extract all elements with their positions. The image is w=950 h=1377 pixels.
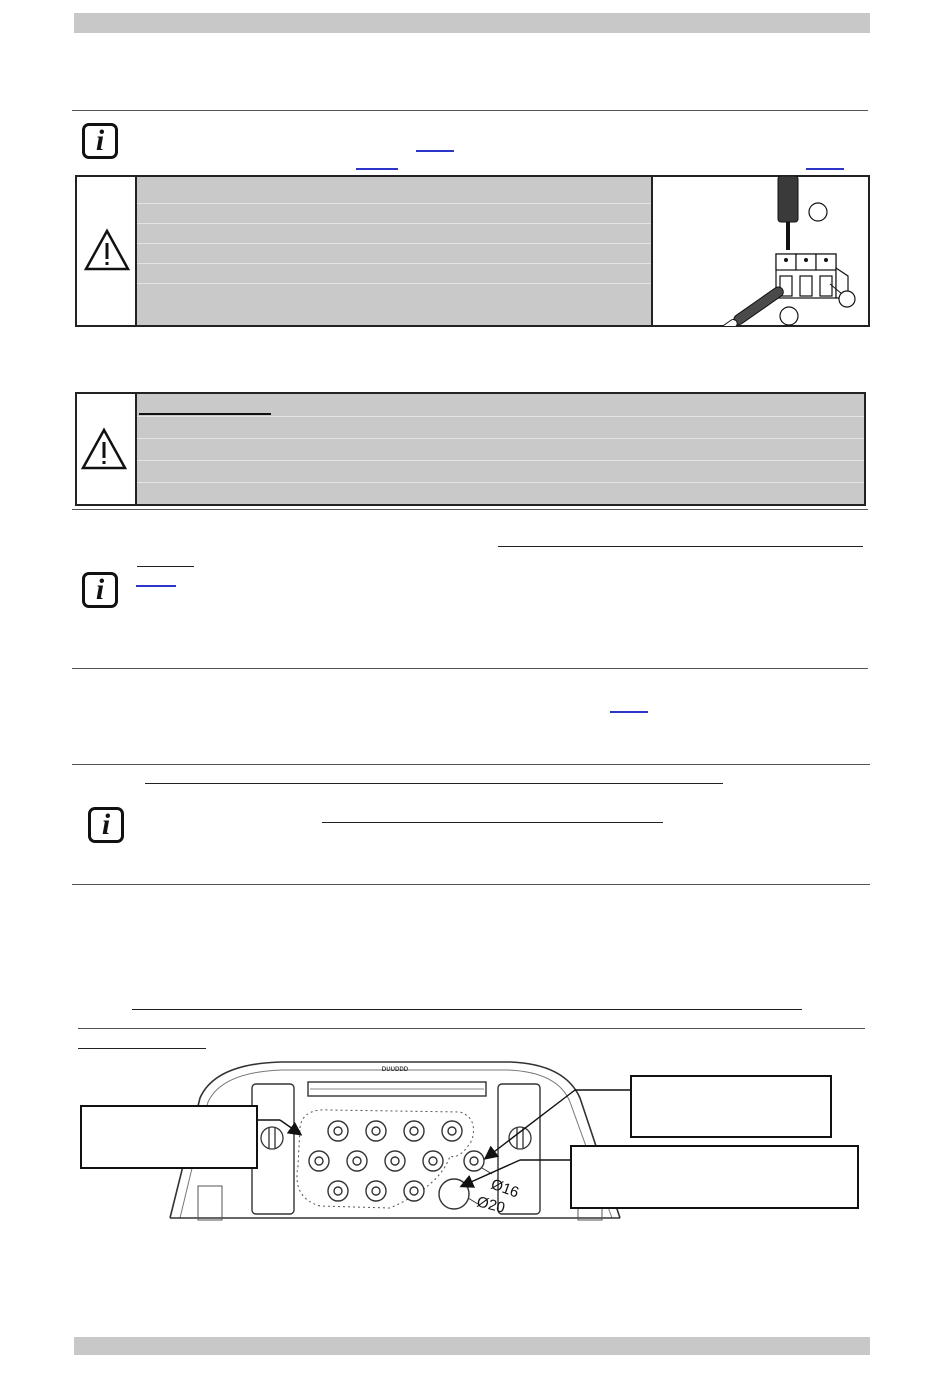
callout-box-right-bottom: [570, 1145, 859, 1209]
housing-label: ᴅᴜᴜᴅᴅᴅ: [381, 1064, 409, 1073]
info-icon: i: [82, 123, 118, 159]
info-icon: i: [82, 572, 118, 608]
callout-box-left: [80, 1105, 258, 1169]
gland-size-label-16: Ø16: [488, 1175, 522, 1202]
gland-size-label-20: Ø20: [475, 1193, 507, 1217]
info-icon: i: [88, 807, 124, 843]
callout-box-right-top: [630, 1075, 832, 1138]
